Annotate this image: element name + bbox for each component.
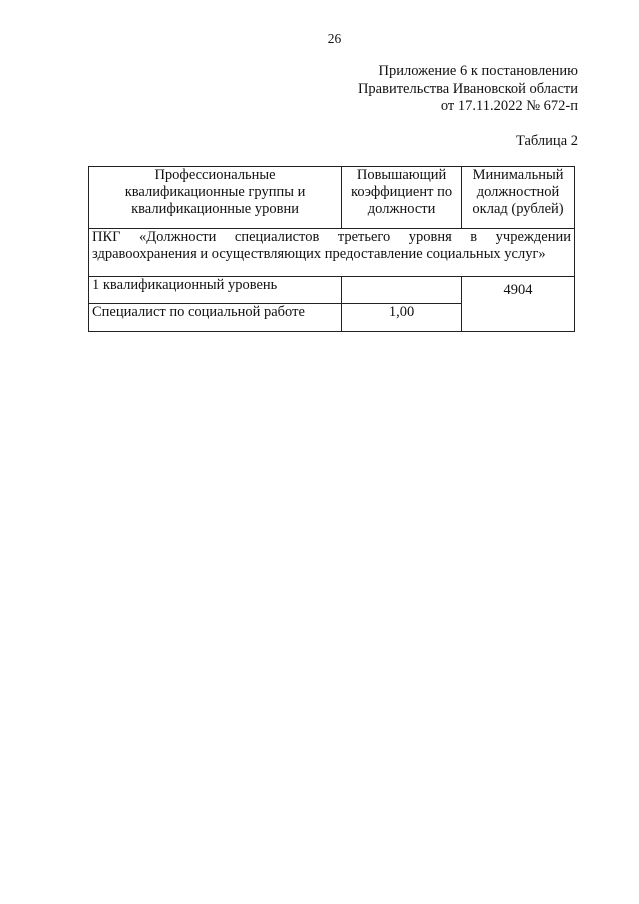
table-header-row (89, 167, 575, 229)
position-name: Специалист по социальной работе (89, 304, 342, 332)
pkg-row (89, 229, 575, 277)
position-coefficient: 1,00 (342, 304, 462, 332)
appendix-line-2: Правительства Ивановской области (357, 80, 578, 97)
header-coefficient (342, 167, 462, 229)
header-col1-line1: Профессиональные (154, 167, 276, 183)
pkg-line-2: здравоохранения и осуществляющих предоставление социальных услуг» (92, 246, 546, 262)
page-number: 26 (327, 31, 342, 46)
table-label: Таблица 2 (515, 133, 578, 149)
header-col3-line1: Минимальный (472, 167, 564, 183)
qualification-level-coefficient (342, 277, 462, 304)
header-col3-line3: оклад (рублей) (472, 201, 564, 217)
header-col2-line2: коэффициент по (351, 184, 453, 200)
appendix-header (358, 63, 578, 116)
salary-table (88, 166, 575, 332)
appendix-line-1: Приложение 6 к постановлению (378, 63, 578, 79)
header-col3-line2: должностной (476, 184, 560, 200)
header-col1-line3: квалификационные уровни (131, 201, 299, 217)
appendix-line-3: от 17.11.2022 № 672-п (440, 98, 578, 114)
qualification-level-row (89, 277, 575, 304)
header-col2-line1: Повышающий (356, 167, 447, 183)
pkg-cell (89, 229, 575, 277)
pkg-line-1: ПКГ «Должности специалистов третьего уровня в учреждении (92, 229, 571, 245)
min-salary-value: 4904 (462, 277, 575, 332)
header-col1-line2: квалификационные группы и (124, 184, 306, 200)
header-min-salary (462, 167, 575, 229)
header-col2-line3: должности (367, 201, 436, 217)
header-qualification-groups (89, 167, 342, 229)
qualification-level-name: 1 квалификационный уровень (89, 277, 342, 304)
